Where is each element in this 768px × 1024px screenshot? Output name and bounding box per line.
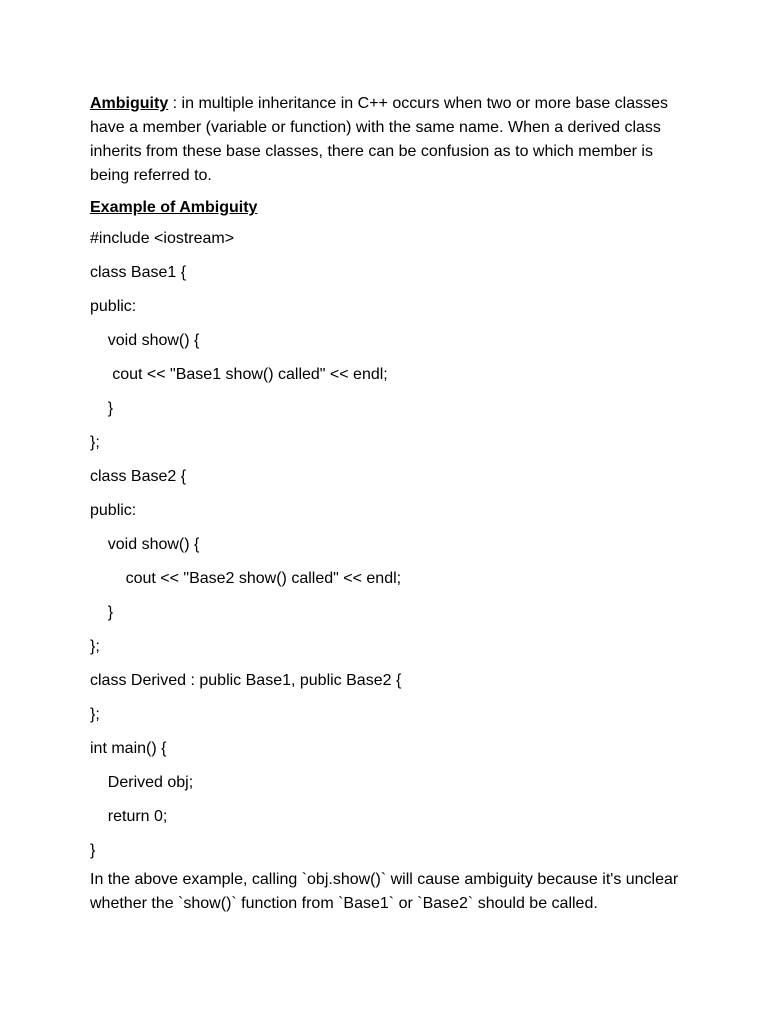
code-line: Derived obj; — [90, 774, 194, 791]
document-page — [90, 92, 690, 916]
code-line: }; — [90, 434, 100, 451]
code-line: class Derived : public Base1, public Base2 { — [90, 672, 402, 689]
code-line: void show() { — [90, 332, 200, 349]
code-line: } — [90, 842, 96, 859]
code-line: int main() { — [90, 740, 167, 757]
code-line: class Base2 { — [90, 468, 187, 485]
code-line: class Base1 { — [90, 264, 187, 281]
code-line: cout << "Base1 show() called" << endl; — [90, 366, 388, 383]
code-line: }; — [90, 638, 100, 655]
code-line: #include <iostream> — [90, 230, 235, 247]
code-line: return 0; — [90, 808, 168, 825]
example-heading: Example of Ambiguity — [90, 199, 258, 216]
intro-paragraph — [90, 92, 690, 188]
code-line: } — [90, 604, 114, 621]
code-line: } — [90, 400, 114, 417]
ambiguity-term: Ambiguity — [90, 95, 169, 112]
code-line: }; — [90, 706, 100, 723]
code-example — [90, 222, 690, 868]
intro-text: : in multiple inheritance in C++ occurs when two or more base classes have a member (variable or function) with the same name. When a derived class inherits from these base classes, there can be confusion as to which member is being referred to. — [90, 95, 669, 184]
code-line: cout << "Base2 show() called" << endl; — [90, 570, 402, 587]
code-line: public: — [90, 502, 137, 519]
code-line: public: — [90, 298, 137, 315]
outro-paragraph: In the above example, calling `obj.show()` will cause ambiguity because it's unclear whether the `show()` function from `Base1` or `Base2` should be called. — [90, 871, 679, 912]
code-line: void show() { — [90, 536, 200, 553]
